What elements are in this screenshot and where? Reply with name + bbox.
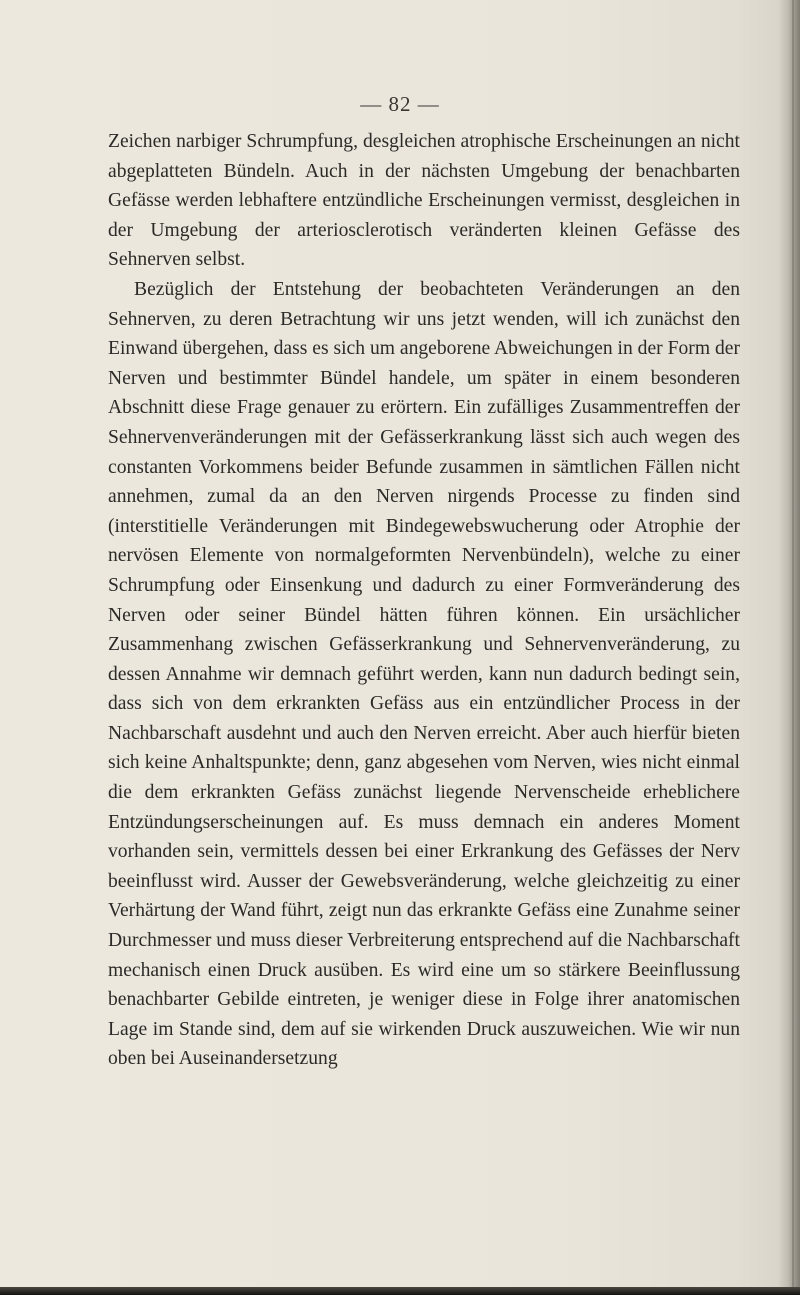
page-number: — 82 —	[360, 92, 440, 116]
paragraph-continuation: Zeichen narbiger Schrumpfung, desgleichen atrophische Erscheinungen an nicht abgeplatteten Bündeln. Auch in der nächsten Umgebung der benachbarten Gefässe werden lebhaftere entzündliche Erscheinungen vermisst, desgleichen in der Umgebung der arteriosclerotisch veränderten kleinen Gefässe des Sehnerven selbst.	[108, 131, 740, 271]
scan-bottom-edge	[0, 1287, 800, 1295]
page-edge-line	[792, 0, 794, 1295]
paragraph-origin-discussion: Bezüglich der Entstehung der beobachteten Veränderungen an den Sehnerven, zu deren Betrachtung wir uns jetzt wenden, will ich zunächst den Einwand übergehen, dass es sich um angeborene Abweichungen in der Form der Nerven und bestimmter Bündel handele, um später in einem besonderen Abschnitt diese Frage genauer zu erörtern. Ein zufälliges Zusammentreffen der Sehnervenveränderungen mit der Gefässerkrankung lässt sich auch wegen des constanten Vorkommens beider Befunde zusammen in sämtlichen Fällen nicht annehmen, zumal da an den Nerven nirgends Processe zu finden sind (interstitielle Veränderungen mit Bindegewebswucherung oder Atrophie der nervösen Elemente von normalgeformten Nervenbündeln), welche zu einer Schrumpfung oder Einsenkung und dadurch zu einer Formveränderung des Nerven oder seiner Bündel hätten führen können. Ein ursächlicher Zusammenhang zwischen Gefässerkrankung und Sehnervenveränderung, zu dessen Annahme wir demnach geführt werden, kann nun dadurch bedingt sein, dass sich von dem erkrankten Gefäss aus ein entzündlicher Process in der Nachbarschaft ausdehnt und auch den Nerven erreicht. Aber auch hierfür bieten sich keine Anhaltspunkte; denn, ganz abgesehen vom Nerven, wies nicht einmal die dem erkrankten Gefäss zunächst liegende Nervenscheide erheblichere Entzündungserscheinungen auf. Es muss demnach ein anderes Moment vorhanden sein, vermittels dessen bei einer Erkrankung des Gefässes der Nerv beeinflusst wird. Ausser der Gewebsveränderung, welche gleichzeitig zu einer Verhärtung der Wand führt, zeigt nun das erkrankte Gefäss eine Zunahme seiner Durchmesser und muss dieser Verbreiterung entsprechend auf die Nachbarschaft mechanisch einen Druck ausüben. Es wird eine um so stärkere Beeinflussung benachbarter Gebilde eintreten, je weniger diese in Folge ihrer anatomischen Lage im Stande sind, dem auf sie wirkenden Druck auszuweichen. Wie wir nun oben bei Auseinandersetzung	[108, 278, 740, 1070]
body-text	[108, 127, 740, 1074]
page-edge-shadow	[778, 0, 800, 1295]
